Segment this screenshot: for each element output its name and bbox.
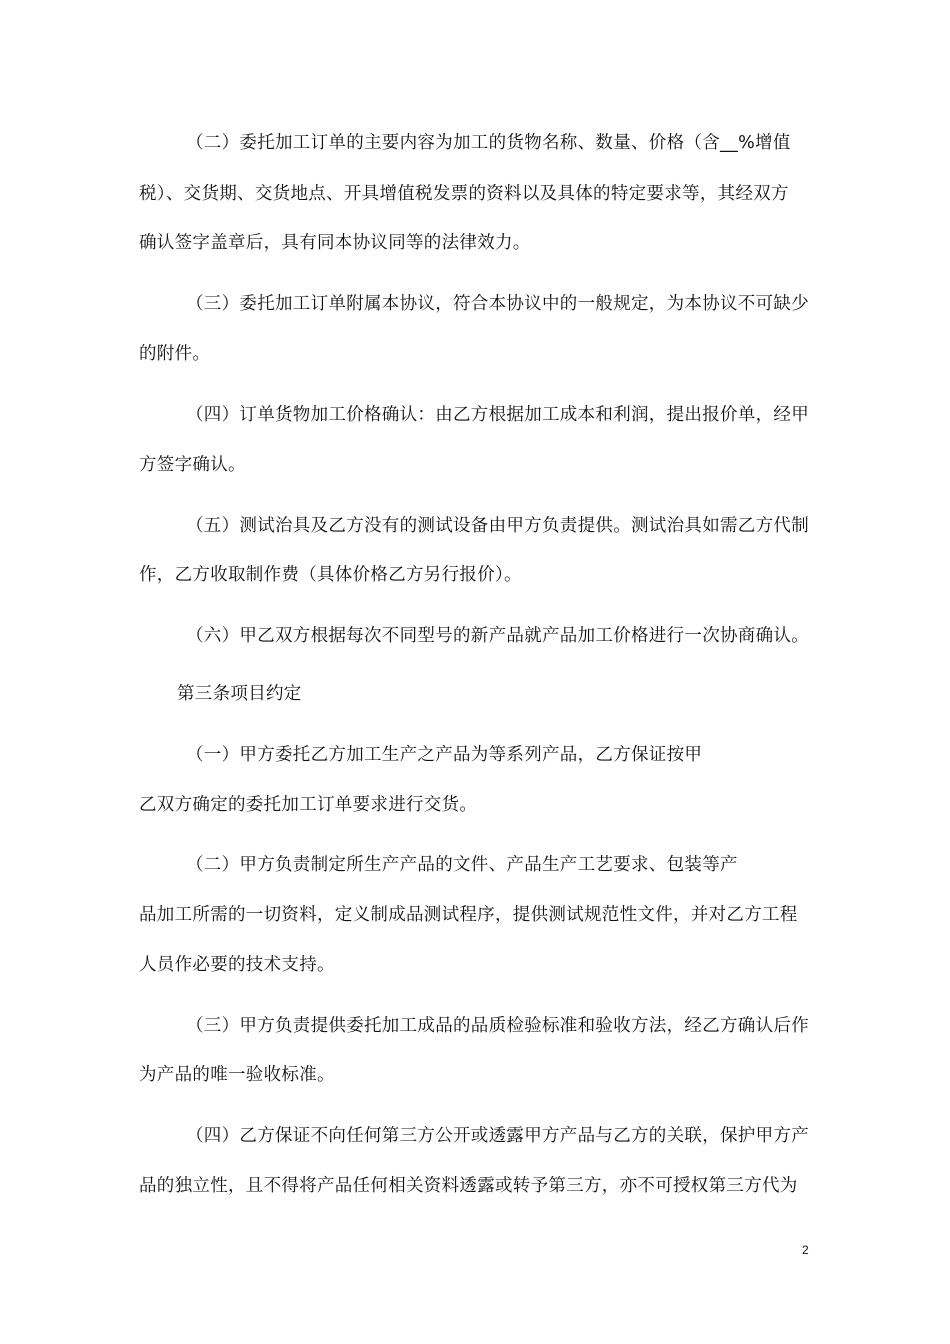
text-line: （三）甲方负责提供委托加工成品的品质检验标准和验收方法，经乙方确认后作 — [186, 1016, 809, 1036]
text-line: 作，乙方收取制作费（具体价格乙方另行报价）。 — [139, 565, 522, 585]
text-line: 人员作必要的技术支持。 — [139, 955, 335, 975]
text-line: （六）甲乙双方根据每次不同型号的新产品就产品加工价格进行一次协商确认。 — [186, 626, 809, 646]
text-line: （四）订单货物加工价格确认：由乙方根据加工成本和利润，提出报价单，经甲 — [186, 405, 809, 425]
text-line: 为产品的唯一验收标准。 — [139, 1065, 335, 1085]
section-heading: 第三条项目约定 — [177, 684, 302, 704]
text-line: （三）委托加工订单附属本协议，符合本协议中的一般规定，为本协议不可缺少 — [186, 294, 809, 314]
text-line: 方签字确认。 — [139, 455, 246, 475]
text-line: （五）测试治具及乙方没有的测试设备由甲方负责提供。测试治具如需乙方代制 — [186, 516, 809, 536]
text-line: （二）委托加工订单的主要内容为加工的货物名称、数量、价格（含__%增值 — [186, 133, 791, 153]
text-line: 乙双方确定的委托加工订单要求进行交货。 — [139, 795, 478, 815]
text-line: 税）、交货期、交货地点、开具增值税发票的资料以及具体的特定要求等，其经双方 — [139, 184, 789, 204]
text-line: （四）乙方保证不向任何第三方公开或透露甲方产品与乙方的关联，保护甲方产 — [186, 1126, 809, 1146]
text-line: （一）甲方委托乙方加工生产之产品为等系列产品，乙方保证按甲 — [186, 745, 703, 765]
text-line: 品的独立性，且不得将产品任何相关资料透露或转予第三方，亦不可授权第三方代为 — [139, 1176, 798, 1196]
text-line: 确认签字盖章后，具有同本协议同等的法律效力。 — [139, 233, 531, 253]
page-number: 2 — [802, 1243, 809, 1257]
text-line: 的附件。 — [139, 344, 211, 364]
text-line: （二）甲方负责制定所生产产品的文件、产品生产工艺要求、包装等产 — [186, 855, 738, 875]
text-line: 品加工所需的一切资料，定义制成品测试程序，提供测试规范性文件，并对乙方工程 — [139, 905, 798, 925]
